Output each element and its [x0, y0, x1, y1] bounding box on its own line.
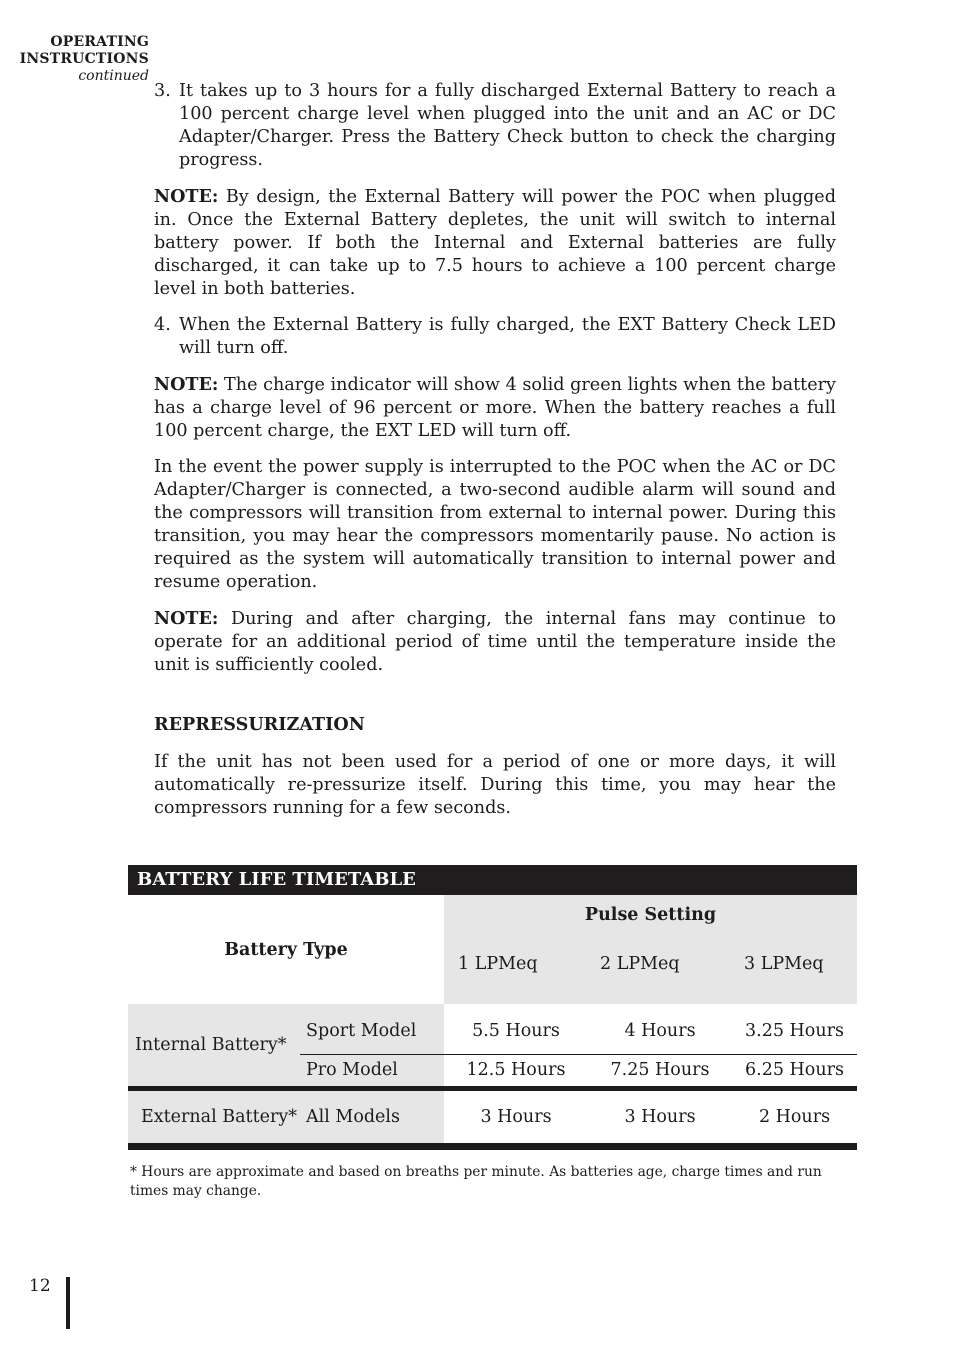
- table-grid: [128, 895, 857, 1150]
- list-text: It takes up to 3 hours for a fully discharged External Battery to reach a 100 percent charge level when plugged into the unit and an AC or DC Adapter/Charger. Press the Battery Check button to check the charging progress.: [179, 81, 836, 170]
- table-cell: 12.5 Hours: [444, 1054, 588, 1088]
- table-cell: 6.25 Hours: [732, 1054, 857, 1088]
- table-cell: 7.25 Hours: [588, 1054, 732, 1088]
- pulse-setting-header: Pulse Setting: [444, 895, 857, 946]
- battery-life-table: [128, 865, 857, 1150]
- section-label-line1: OPERATING: [50, 34, 149, 50]
- note-text: The charge indicator will show 4 solid green lights when the battery has a charge level of 96 percent or more. When the battery reaches a full 100 percent charge, the EXT LED will turn off.: [154, 375, 836, 441]
- note-text: By design, the External Battery will power the POC when plugged in. Once the External Battery depletes, the unit will switch to internal battery power. If both the Internal and External batteries are fully discharged, it can take up to 7.5 hours to achieve a 100 percent charge level in both batteries.: [154, 187, 836, 299]
- table-header-row: [128, 895, 857, 946]
- power-interrupt-paragraph: In the event the power supply is interrupted to the POC when the AC or DC Adapter/Charger is connected, a two-second audible alarm will sound and the compressors will transition from external to internal power. During this transition, you may hear the compressors momentarily pause. No action is required as the system will automatically transition to internal power and resume operation.: [154, 457, 836, 592]
- note-label: NOTE:: [154, 608, 219, 629]
- note-text: During and after charging, the internal fans may continue to operate for an additional period of time until the temperature inside the unit is sufficiently cooled.: [154, 609, 836, 675]
- main-content: [154, 80, 836, 833]
- section-label-line2: INSTRUCTIONS: [19, 51, 149, 67]
- table-cell: 3.25 Hours: [732, 1004, 857, 1054]
- column-header: 2 LPMeq: [588, 946, 732, 1004]
- table-footnote: * Hours are approximate and based on breaths per minute. As batteries age, charge times and run times may change.: [130, 1164, 822, 1199]
- repressurization-text: If the unit has not been used for a period of one or more days, it will automatically re-pressurize itself. During this time, you may hear the compressors running for a few seconds.: [154, 752, 836, 818]
- list-text: When the External Battery is fully charged, the EXT Battery Check LED will turn off.: [179, 315, 836, 358]
- list-item-3: [154, 80, 836, 172]
- page-number: 12: [29, 1276, 51, 1296]
- fans-note-paragraph: [154, 607, 836, 677]
- section-label-continued: continued: [78, 68, 149, 84]
- table-cell: 5.5 Hours: [444, 1004, 588, 1054]
- model-cell: Pro Model: [300, 1054, 444, 1088]
- table-cell: 4 Hours: [588, 1004, 732, 1054]
- model-cell: All Models: [300, 1088, 444, 1146]
- note-label: NOTE:: [154, 186, 219, 207]
- column-header: 1 LPMeq: [444, 946, 588, 1004]
- list-number: 3.: [154, 81, 171, 101]
- note-label: NOTE:: [154, 374, 219, 395]
- column-header: 3 LPMeq: [732, 946, 857, 1004]
- table-title: BATTERY LIFE TIMETABLE: [128, 865, 857, 895]
- battery-type-header: Battery Type: [224, 939, 348, 960]
- external-battery-label: External Battery*: [128, 1088, 300, 1146]
- note-paragraph: [154, 373, 836, 443]
- section-label: [20, 34, 149, 85]
- internal-battery-label: Internal Battery*: [128, 1004, 300, 1088]
- table-row: [128, 1004, 857, 1054]
- list-number: 4.: [154, 315, 171, 335]
- table-cell: 2 Hours: [732, 1088, 857, 1146]
- note-paragraph: [154, 185, 836, 301]
- page-number-bar: [66, 1277, 70, 1329]
- table-cell: 3 Hours: [444, 1088, 588, 1146]
- table-cell: 3 Hours: [588, 1088, 732, 1146]
- repressurization-heading: REPRESSURIZATION: [154, 714, 365, 735]
- model-cell: Sport Model: [300, 1004, 444, 1054]
- list-item-4: [154, 314, 836, 360]
- table-row: [128, 1088, 857, 1146]
